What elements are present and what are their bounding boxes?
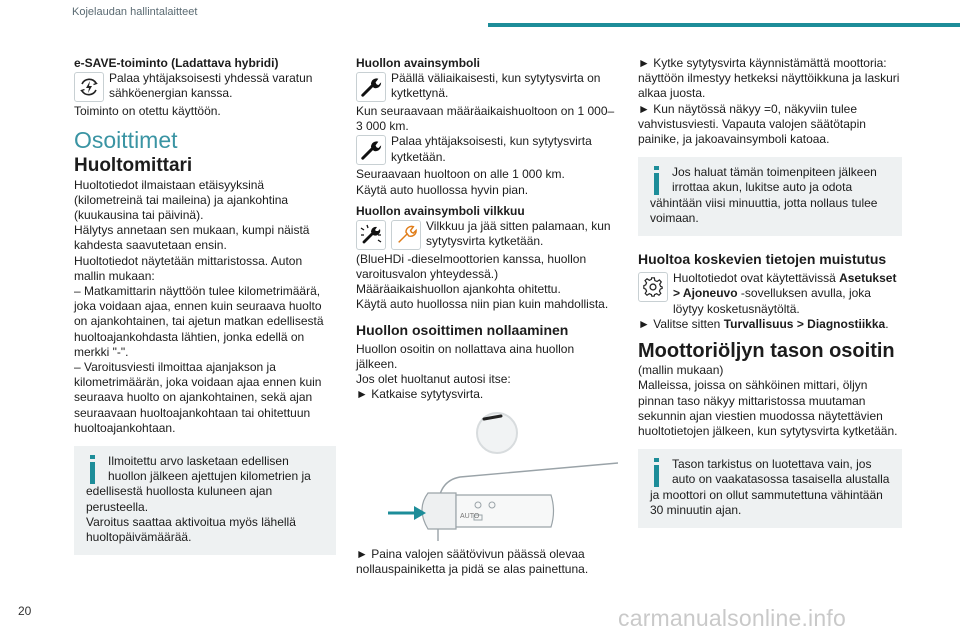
avain-row-2 <box>356 134 618 166</box>
avain-text2c: Käytä auto huollossa hyvin pian. <box>356 182 529 197</box>
column-3 <box>638 56 902 528</box>
column-1 <box>74 56 336 555</box>
oljy-text2: Malleissa, joissa on sähköinen mittari, öljyn pinnan taso näkyy mittaristossa muutaman sekunnin ajan viestien muodossa näytettävien huoltotietojen jälkeen, kun sytytysvirta kytketään. <box>638 378 898 439</box>
info-text2: Varoitus saattaa aktivoitua myös lähellä huoltopäivämäärää. <box>86 514 296 545</box>
oljy-text1: (mallin mukaan) <box>638 363 724 378</box>
info-icon <box>650 457 664 487</box>
illus-auto-label: AUTO <box>460 512 480 520</box>
info-box-3 <box>638 449 902 528</box>
huolto-para-5: – Varoitusviesti ilmoittaa ajanjakson ja kilometrimäärän, joka voidaan ajaa ennen kuin seuraava huolto on ajankohtainen, sekä ajan seuraavaan huoltoajankohtaan tai ohitettuun huoltoajankohtaan. <box>74 360 322 435</box>
wrench-icon <box>356 72 386 102</box>
huolto-para-3: Huoltotiedot näytetään mittaristossa. Auton mallin mukaan: <box>74 253 303 283</box>
esave-text2: Toiminto on otettu käyttöön. <box>74 104 221 118</box>
muistutus-title: Huoltoa koskevien tietojen muistutus <box>638 251 887 268</box>
lighting-stalk-illustration <box>356 411 618 541</box>
nollaus-title: Huollon osoittimen nollaaminen <box>356 321 569 338</box>
muistutus-text-b: -sovelluksen avulla, joka löytyy kosketusnäytöltä. <box>673 286 871 316</box>
vilkkuu-text2: (BlueHDi -dieselmoottorien kanssa, huollon varoitusvalon yhteydessä.) <box>356 251 587 282</box>
info-icon <box>86 454 100 484</box>
info-box-1 <box>74 446 336 555</box>
muistutus-text-a: Huoltotiedot ovat käytettävissä <box>673 271 840 286</box>
nollaus-text2: Jos olet huoltanut autosi itse: <box>356 372 511 387</box>
orange-wrench-icon <box>391 220 421 250</box>
avain-title: Huollon avainsymboli <box>356 56 481 70</box>
avain-text2b: Seuraavaan huoltoon on alle 1 000 km. <box>356 167 565 182</box>
wrench-icon <box>356 135 386 165</box>
nollaus-step2: ► Paina valojen säätövivun päässä olevaa nollauspainiketta ja pidä se alas painettuna. <box>356 546 589 576</box>
nollaus-step1: ► Katkaise sytytysvirta. <box>356 387 484 402</box>
vilkkuu-text: Vilkkuu ja jää sitten palamaan, kun sytytysvirta kytketään. <box>426 218 611 249</box>
step-1: ► Kytke sytytysvirta käynnistämättä moottoria: näyttöön ilmestyy hetkeksi näyttöikkuna ja laskuri alkaa juosta. <box>638 56 900 101</box>
oljy-title: Moottoriöljyn tason osoitin <box>638 340 895 363</box>
vilkkuu-title: Huollon avainsymboli vilkkuu <box>356 203 525 218</box>
vilkkuu-row <box>356 219 618 251</box>
avain-row-1 <box>356 71 618 103</box>
info-icon <box>650 165 664 195</box>
vilkkuu-text3: Määräaikaishuollon ajankohta ohitettu. <box>356 282 561 297</box>
esave-title: e-SAVE-toiminto (Ladattava hybridi) <box>74 56 279 70</box>
gear-icon <box>638 272 668 302</box>
muistutus-text <box>638 271 902 317</box>
huolto-title: Huoltomittari <box>74 155 193 177</box>
column-2 <box>356 56 618 577</box>
huolto-para-1: Huoltotiedot ilmaistaan etäisyyksinä (kilometreinä tai maileina) ja ajankohtina (kuukausina tai päivinä). <box>74 177 289 223</box>
avain-text1b: Kun seuraavaan määräaikaishuoltoon on 1 000–3 000 km. <box>356 104 615 134</box>
esave-icon <box>74 72 104 102</box>
info-text: Ilmoitettu arvo lasketaan edellisen huollon jälkeen ajettujen kilometrien ja edellisestä huollosta kuluneen ajan perusteella. <box>86 454 311 514</box>
huolto-para-2: Hälytys annetaan sen mukaan, kumpi näistä kahdesta saavutetaan ensin. <box>74 223 310 253</box>
muistutus-row <box>638 271 902 317</box>
muistutus-step-a: ► Valitse sitten <box>638 316 724 331</box>
nollaus-text1: Huollon osoitin on nollattava aina huollon jälkeen. <box>356 341 575 372</box>
section-title: Osoittimet <box>74 127 178 154</box>
watermark: carmanualsonline.info <box>618 605 846 631</box>
info-box-2 <box>638 157 902 236</box>
flashing-wrench-icon <box>356 220 386 250</box>
avain-text2: Palaa yhtäjaksoisesti, kun sytytysvirta kytketään. <box>391 134 592 164</box>
info-text: Jos haluat tämän toimenpiteen jälkeen irrottaa akun, lukitse auto ja odota vähintään viisi minuuttia, jotta nollaus tulee voimaan. <box>650 165 878 225</box>
muistutus-step-b: . <box>885 316 889 331</box>
vilkkuu-text4: Käytä auto huollossa niin pian kuin mahdollista. <box>356 297 609 312</box>
esave-row <box>74 71 336 103</box>
header-title: Kojelaudan hallintalaitteet <box>72 6 198 18</box>
muistutus-step-bold: Turvallisuus > Diagnostiikka <box>723 316 886 331</box>
info-text: Tason tarkistus on luotettava vain, jos auto on vaakatasossa tasaisella alustalla ja moottori on ollut sammutettuna vähintään 30 minuutin ajan. <box>650 457 890 517</box>
esave-text: Palaa yhtäjaksoisesti yhdessä varatun sähköenergian kanssa. <box>109 71 313 101</box>
muistutus-bold: Asetukset > Ajoneuvo <box>673 271 897 301</box>
huolto-para-4: – Matkamittarin näyttöön tulee kilometrimäärä, joka voidaan ajaa, ennen kuin seuraava huolto on ajankohtainen, tai ajetun matkan edellisestä huoltoajankohdasta lähtien, jonka edellä on merkki "-". <box>74 284 324 359</box>
header-accent-bar <box>488 23 960 27</box>
avain-text1: Päällä väliaikaisesti, kun sytytysvirta on kytkettynä. <box>391 71 601 101</box>
step-2: ► Kun näytössä näkyy =0, näkyviin tulee vahvistusviesti. Vapauta valojen säätötapin painike, ja jakoavainsymboli katoaa. <box>638 101 866 147</box>
muistutus-step <box>638 317 902 332</box>
page-number: 20 <box>18 604 32 618</box>
